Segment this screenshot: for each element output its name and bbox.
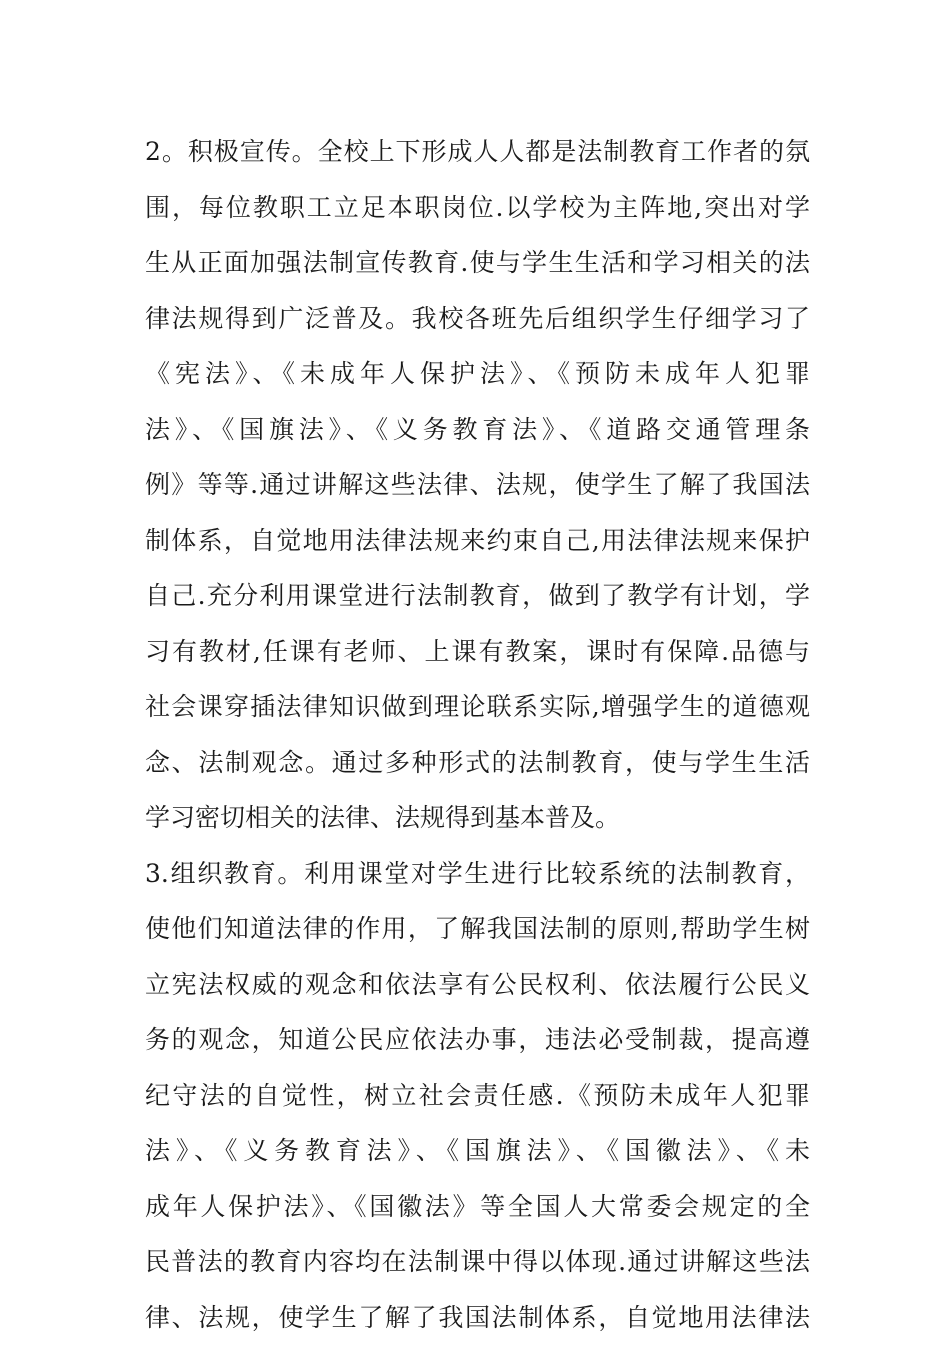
text-line: 自己.充分利用课堂进行法制教育，做到了教学有计划，学	[145, 568, 810, 624]
text-line: 务的观念，知道公民应依法办事，违法必受制裁，提高遵	[145, 1012, 810, 1068]
text-line: 例》等等.通过讲解这些法律、法规，使学生了解了我国法	[145, 457, 810, 513]
text-line: 学习密切相关的法律、法规得到基本普及。	[145, 790, 810, 846]
text-line: 《宪法》、《未成年人保护法》、《预防未成年人犯罪	[145, 346, 810, 402]
text-line: 法》、《国旗法》、《义务教育法》、《道路交通管理条	[145, 402, 810, 458]
text-line: 成年人保护法》、《国徽法》等全国人大常委会规定的全	[145, 1179, 810, 1235]
text-line: 制体系，自觉地用法律法规来约束自己,用法律法规来保护	[145, 513, 810, 569]
text-line: 律法规得到广泛普及。我校各班先后组织学生仔细学习了	[145, 291, 810, 347]
text-line: 民普法的教育内容均在法制课中得以体现.通过讲解这些法	[145, 1234, 810, 1290]
text-line: 2。积极宣传。全校上下形成人人都是法制教育工作者的氛	[145, 124, 810, 180]
text-line: 立宪法权威的观念和依法享有公民权利、依法履行公民义	[145, 957, 810, 1013]
paragraph-organize-education	[145, 846, 810, 1345]
text-line: 3.组织教育。利用课堂对学生进行比较系统的法制教育，	[145, 846, 810, 902]
text-line: 纪守法的自觉性，树立社会责任感.《预防未成年人犯罪	[145, 1068, 810, 1124]
text-line: 习有教材,任课有老师、上课有教案，课时有保障.品德与	[145, 624, 810, 680]
text-line: 社会课穿插法律知识做到理论联系实际,增强学生的道德观	[145, 679, 810, 735]
body-text	[145, 124, 810, 1345]
text-line: 生从正面加强法制宣传教育.使与学生生活和学习相关的法	[145, 235, 810, 291]
text-line: 围，每位教职工立足本职岗位.以学校为主阵地,突出对学	[145, 180, 810, 236]
text-line: 法》、《义务教育法》、《国旗法》、《国徽法》、《未	[145, 1123, 810, 1179]
text-line: 使他们知道法律的作用，了解我国法制的原则,帮助学生树	[145, 901, 810, 957]
paragraph-publicity	[145, 124, 810, 846]
text-line: 律、法规，使学生了解了我国法制体系，自觉地用法律法	[145, 1290, 810, 1345]
text-line: 念、法制观念。通过多种形式的法制教育，使与学生生活	[145, 735, 810, 791]
